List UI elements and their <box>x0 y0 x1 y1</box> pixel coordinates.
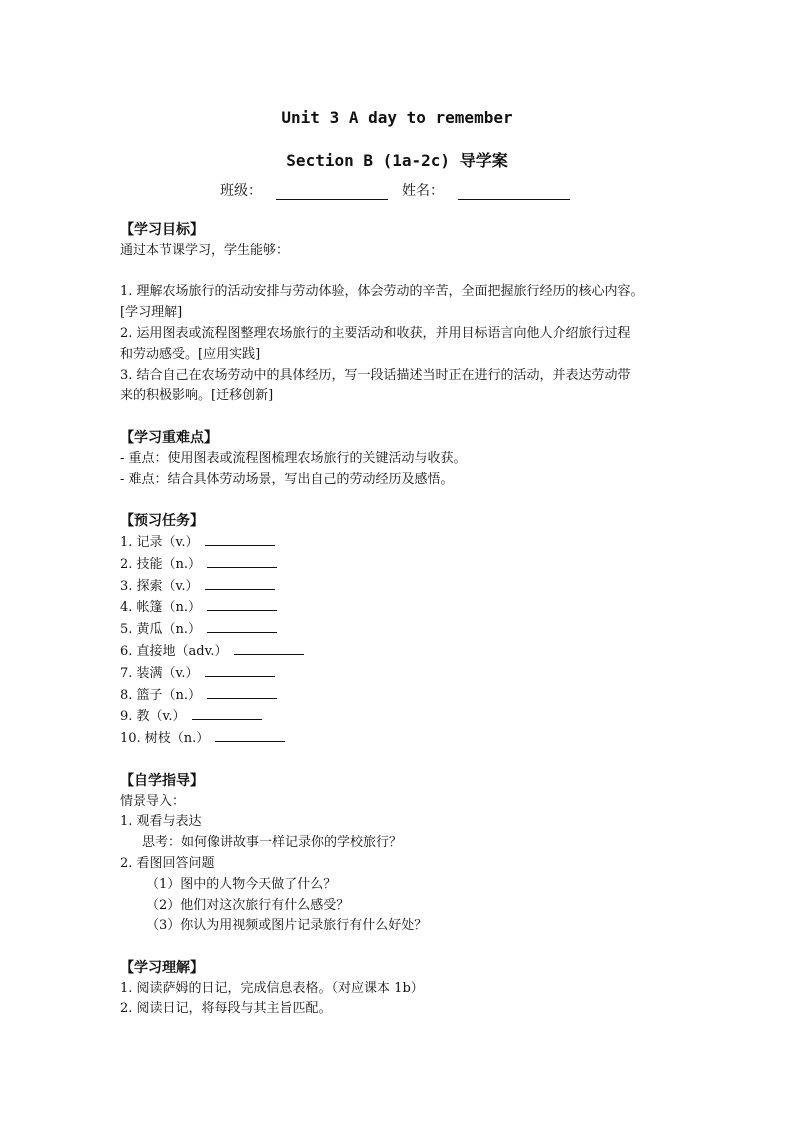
goal-line: 1. 理解农场旅行的活动安排与劳动体验，体会劳动的辛苦，全面把握旅行经历的核心内容。 <box>120 284 644 300</box>
goal-line: [学习理解] <box>120 305 183 321</box>
vocab-label: 4. 帐篷（n.） <box>120 600 202 616</box>
question-item: （1）图中的人物今天做了什么？ <box>146 876 337 892</box>
page-subtitle: Section B (1a-2c) 导学案 <box>286 151 508 170</box>
vocab-blank[interactable] <box>234 641 304 655</box>
goal-line: 和劳动感受。[应用实践] <box>120 346 261 362</box>
goal-line: 3. 结合自己在农场劳动中的具体经历，写一段话描述当时正在进行的活动，并表达劳动带 <box>120 367 631 383</box>
preview-heading: 【预习任务】 <box>120 513 204 530</box>
student-info-line <box>220 180 584 200</box>
question-item: （3）你认为用视频或图片记录旅行有什么好处？ <box>146 918 428 934</box>
key-points-heading: 【学习重难点】 <box>120 429 218 446</box>
question-item: （2）他们对这次旅行有什么感受？ <box>146 897 350 913</box>
self-study-heading: 【自学指导】 <box>120 772 204 789</box>
vocab-label: 9. 教（v.） <box>120 709 186 725</box>
name-label: 姓名： <box>402 183 444 199</box>
vocab-item <box>120 728 680 750</box>
vocab-label: 1. 记录（v.） <box>120 534 199 550</box>
key-point-item: - 难点：结合具体劳动场景，写出自己的劳动经历及感悟。 <box>120 471 454 487</box>
vocab-blank[interactable] <box>207 554 277 568</box>
vocab-blank[interactable] <box>205 576 275 590</box>
vocab-label: 7. 装满（v.） <box>120 665 199 681</box>
understanding-heading: 【学习理解】 <box>120 959 204 976</box>
understanding-item: 2. 阅读日记，将每段与其主旨匹配。 <box>120 1001 332 1017</box>
worksheet-content <box>120 220 680 1020</box>
vocab-item <box>120 532 680 554</box>
name-blank[interactable] <box>458 185 570 200</box>
page-title: Unit 3 A day to remember <box>281 108 513 127</box>
vocab-item <box>120 597 680 619</box>
vocab-blank[interactable] <box>215 728 285 742</box>
vocab-label: 6. 直接地（adv.） <box>120 643 228 659</box>
vocab-blank[interactable] <box>207 619 277 633</box>
vocab-item <box>120 554 680 576</box>
class-blank[interactable] <box>276 185 388 200</box>
vocab-blank[interactable] <box>207 685 277 699</box>
self-study-substep: 思考：如何像讲故事一样记录你的学校旅行？ <box>142 835 403 851</box>
vocab-blank[interactable] <box>207 597 277 611</box>
goals-heading: 【学习目标】 <box>120 222 204 238</box>
self-study-step: 1. 观看与表达 <box>120 814 202 830</box>
self-study-step: 2. 看图回答问题 <box>120 855 215 871</box>
vocab-item <box>120 663 680 685</box>
vocab-label: 8. 篮子（n.） <box>120 687 202 703</box>
goals-intro: 通过本节课学习，学生能够： <box>120 242 290 258</box>
vocab-item <box>120 641 680 663</box>
understanding-item: 1. 阅读萨姆的日记，完成信息表格。（对应课本 1b） <box>120 980 424 996</box>
vocab-item <box>120 706 680 728</box>
goal-line: 来的积极影响。[迁移创新] <box>120 388 274 404</box>
vocab-item <box>120 576 680 598</box>
vocab-blank[interactable] <box>192 706 262 720</box>
vocab-blank[interactable] <box>205 532 275 546</box>
class-label: 班级： <box>220 183 262 199</box>
vocab-item <box>120 685 680 707</box>
vocab-label: 5. 黄瓜（n.） <box>120 622 202 638</box>
vocab-blank[interactable] <box>205 663 275 677</box>
key-point-item: - 重点：使用图表或流程图梳理农场旅行的关键活动与收获。 <box>120 450 467 466</box>
vocab-label: 3. 探索（v.） <box>120 578 199 594</box>
vocab-item <box>120 619 680 641</box>
self-study-intro: 情景导入： <box>120 793 186 809</box>
goal-line: 2. 运用图表或流程图整理农场旅行的主要活动和收获，并用目标语言向他人介绍旅行过程 <box>120 325 631 341</box>
vocab-label: 2. 技能（n.） <box>120 556 202 572</box>
vocab-label: 10. 树枝（n.） <box>120 731 210 747</box>
